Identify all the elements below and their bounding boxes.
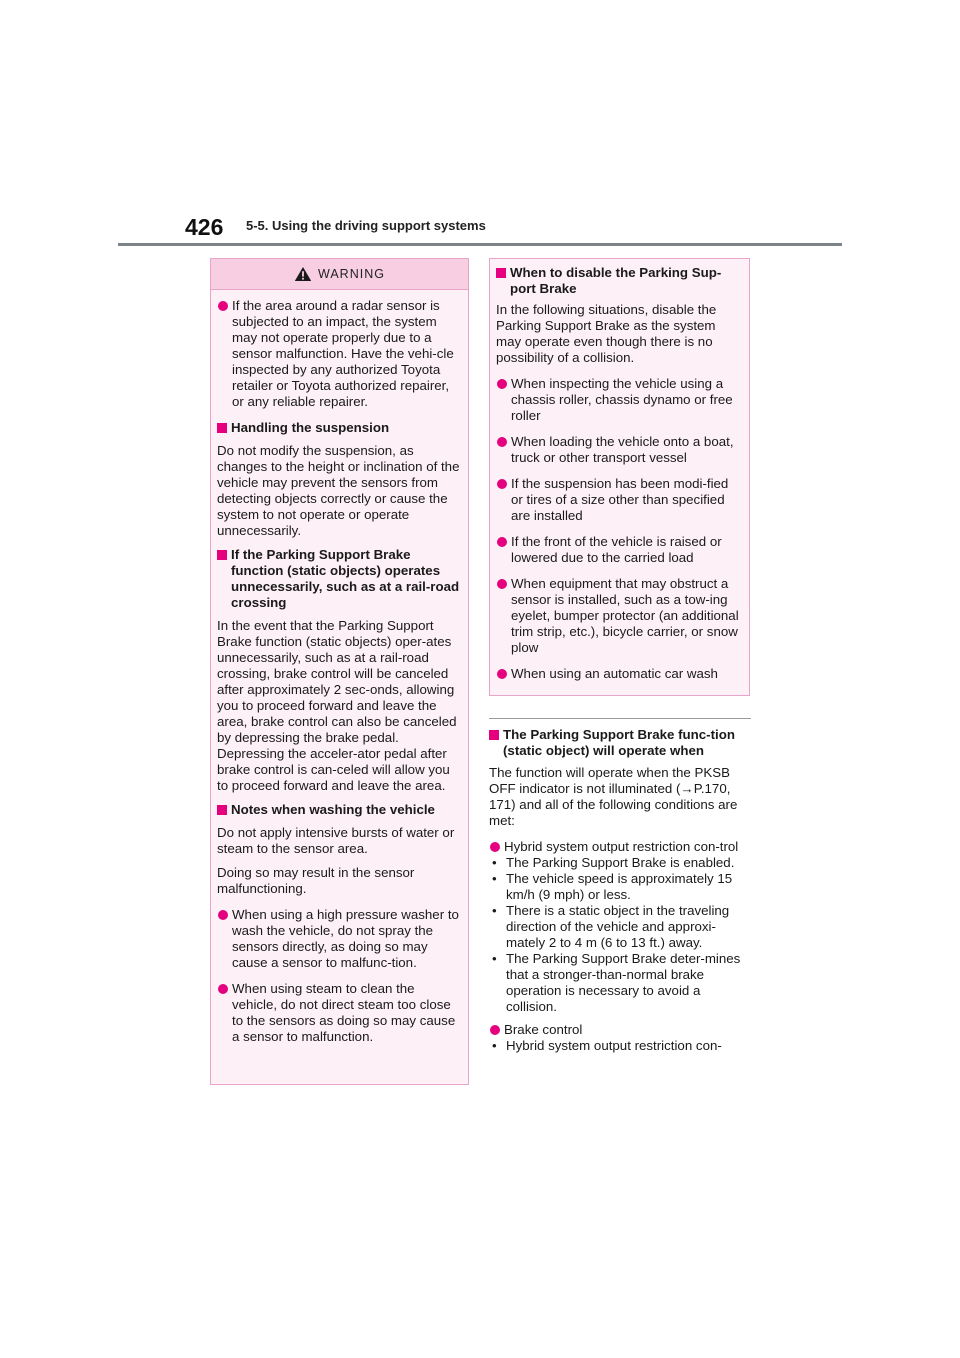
paragraph-washing-2: Doing so may result in the sensor malfunctioning. xyxy=(217,865,415,896)
heading-text: If the Parking Support Brake function (static objects) operates unnecessarily, such as at a rail-road crossing xyxy=(231,547,460,610)
subitem-text: The Parking Support Brake deter-mines that a stronger-than-normal brake operation is necessary to avoid a collision. xyxy=(506,951,741,1014)
heading-when-to-disable xyxy=(496,265,743,297)
disable-parking-support-box xyxy=(489,258,750,696)
bullet-text: Hybrid system output restriction con-trol xyxy=(504,839,739,854)
heading-text: When to disable the Parking Sup-port Brake xyxy=(510,265,722,296)
paragraph-suspension: Do not modify the suspension, as changes to the height or inclination of the vehicle may prevent the sensors from detecting objects correctly or cause the system to not operate or operate unnecessarily. xyxy=(217,443,460,538)
square-marker-icon xyxy=(217,423,227,433)
bullet-text: If the front of the vehicle is raised or lowered due to the carried load xyxy=(511,534,722,565)
bullet-dot-icon xyxy=(218,984,228,994)
square-marker-icon xyxy=(489,730,499,740)
condition-group-output-restriction xyxy=(489,839,751,1015)
bullet-text: When using an automatic car wash xyxy=(511,666,718,681)
condition-group-label xyxy=(489,1022,751,1038)
disable-bullet xyxy=(496,376,743,424)
paragraph-washing-1: Do not apply intensive bursts of water or steam to the sensor area. xyxy=(217,825,455,856)
paragraph-rail-crossing: In the event that the Parking Support Brake function (static objects) oper-ates unnecessarily, such as at a rail-road crossing, brake control will be canceled after approximately 2 sec-onds, allowing you to proceed forward and leave the area, brake control can also be canceled by depressing the brake pedal. Depressing the acceler-ator pedal after brake control is can-celed will allow you to proceed forward and leave the area. xyxy=(217,618,457,793)
section-divider xyxy=(489,718,751,719)
heading-function-will-operate xyxy=(489,727,751,759)
subitem-text: The Parking Support Brake is enabled. xyxy=(506,855,735,870)
condition-subitem: • The vehicle speed is approximately 15 km/h (9 mph) or less. xyxy=(489,871,751,903)
condition-subitem: • There is a static object in the traveling direction of the vehicle and approxi-mately 2 to 4 m (6 to 13 ft.) away. xyxy=(489,903,751,951)
bullet-text: When using a high pressure washer to wash the vehicle, do not spray the sensors directly, as doing so may cause a sensor to malfunc-tion. xyxy=(232,907,459,970)
bullet-text: When inspecting the vehicle using a chassis roller, chassis dynamo or free roller xyxy=(511,376,733,423)
condition-group-brake-control xyxy=(489,1022,751,1054)
warning-bullet-steam xyxy=(217,981,462,1045)
disable-bullet xyxy=(496,576,743,656)
bullet-text: When loading the vehicle onto a boat, truck or other transport vessel xyxy=(511,434,734,465)
heading-unnecessary-operation xyxy=(217,547,462,611)
square-marker-icon xyxy=(217,805,227,815)
heading-handling-suspension xyxy=(217,420,462,436)
heading-washing xyxy=(217,802,462,818)
warning-bullet-radar-impact xyxy=(217,298,462,410)
condition-group-label xyxy=(489,839,751,855)
page-number: 426 xyxy=(185,214,224,240)
section-title: 5-5. Using the driving support systems xyxy=(246,218,486,233)
condition-subitem: • Hybrid system output restriction con- xyxy=(489,1038,751,1054)
operate-conditions-section xyxy=(489,718,751,1054)
bullet-dot-icon xyxy=(497,379,507,389)
bullet-dot-icon xyxy=(218,301,228,311)
bullet-text: When equipment that may obstruct a sensor is installed, such as a tow-ing eyelet, bumper protector (an additional trim strip, etc.), bicycle carrier, or snow plow xyxy=(511,576,739,655)
disable-bullet xyxy=(496,434,743,466)
subitem-text: The vehicle speed is approximately 15 km/h (9 mph) or less. xyxy=(506,871,733,902)
bullet-dot-icon xyxy=(497,479,507,489)
subitem-text: Hybrid system output restriction con- xyxy=(506,1038,722,1053)
disable-bullet xyxy=(496,666,743,682)
warning-triangle-icon xyxy=(294,266,312,282)
bullet-text: If the suspension has been modi-fied or tires of a size other than specified are installed xyxy=(511,476,729,523)
bullet-text: Brake control xyxy=(504,1022,583,1037)
warning-box xyxy=(210,258,469,1085)
bullet-dot-icon xyxy=(218,910,228,920)
warning-title: WARNING xyxy=(318,267,385,281)
bullet-dot-icon xyxy=(490,842,500,852)
condition-subitem: • The Parking Support Brake is enabled. xyxy=(489,855,751,871)
bullet-text: If the area around a radar sensor is subjected to an impact, the system may not operate properly due to a sensor malfunction. Have the vehi-cle inspected by any authorized Toyota retailer or Toyota authorized repairer, or any reliable repairer. xyxy=(232,298,454,409)
warning-header xyxy=(211,259,468,290)
subitem-text: There is a static object in the traveling direction of the vehicle and approxi-mately 2 to 4 m (6 to 13 ft.) away. xyxy=(506,903,730,950)
bullet-dot-icon xyxy=(497,579,507,589)
bullet-dot-icon xyxy=(497,669,507,679)
warning-bullet-pressure-washer xyxy=(217,907,462,971)
paragraph-disable-intro: In the following situations, disable the Parking Support Brake as the system may operate even though there is no possibility of a collision. xyxy=(496,302,717,365)
bullet-dot-icon xyxy=(497,537,507,547)
heading-text: Notes when washing the vehicle xyxy=(231,802,435,817)
heading-text: The Parking Support Brake func-tion (static object) will operate when xyxy=(503,727,735,758)
bullet-text: When using steam to clean the vehicle, do not direct steam too close to the sensors as doing so may cause a sensor to malfunction. xyxy=(232,981,456,1044)
heading-text: Handling the suspension xyxy=(231,420,390,435)
paragraph-operate-intro: The function will operate when the PKSB OFF indicator is not illuminated (→P.170, 171) and all of the following conditions are met: xyxy=(489,765,738,828)
bullet-dot-icon xyxy=(490,1025,500,1035)
square-marker-icon xyxy=(496,268,506,278)
square-marker-icon xyxy=(217,550,227,560)
disable-bullet xyxy=(496,476,743,524)
disable-bullet xyxy=(496,534,743,566)
header-rule xyxy=(118,243,842,246)
bullet-dot-icon xyxy=(497,437,507,447)
condition-subitem: • The Parking Support Brake deter-mines that a stronger-than-normal brake operation is necessary to avoid a collision. xyxy=(489,951,751,1015)
